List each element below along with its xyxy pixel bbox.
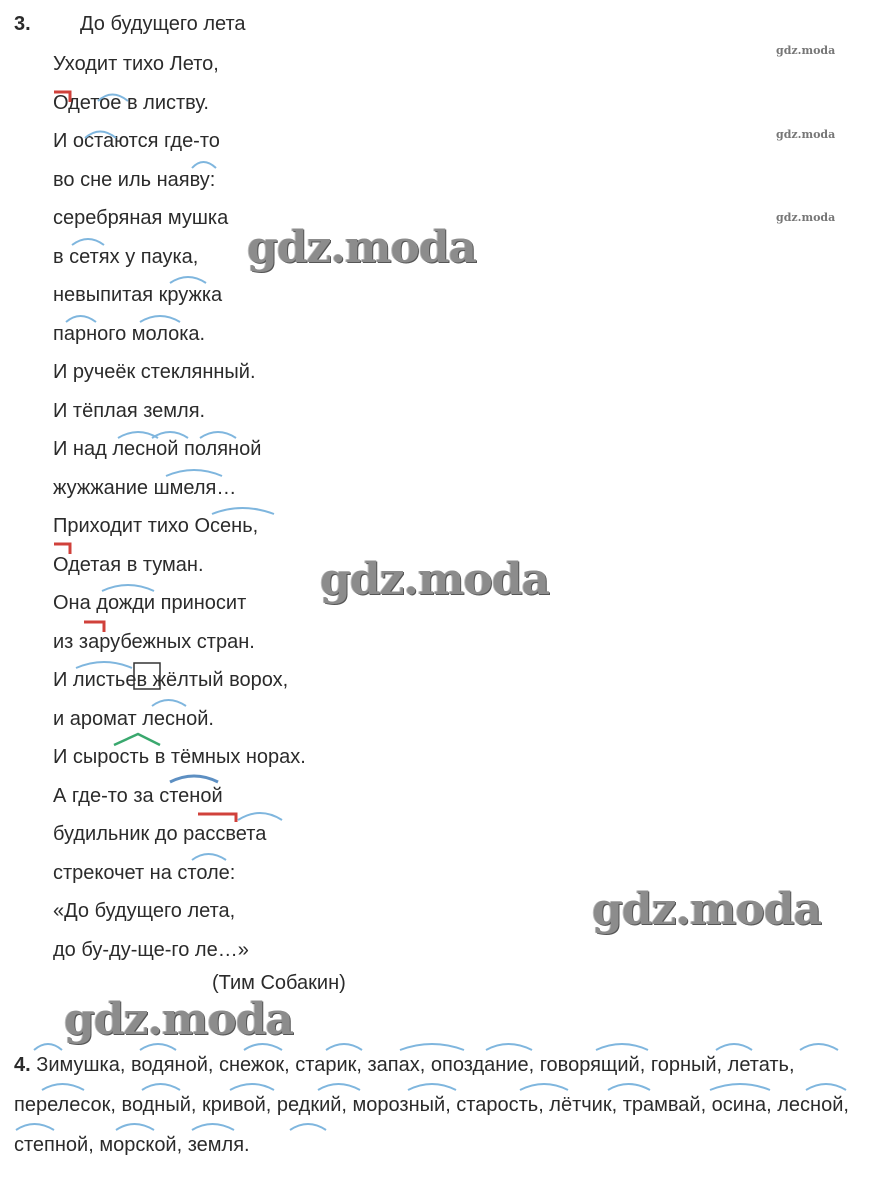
watermark: gdz.moda: [64, 994, 294, 1045]
poem-line: И тёплая земля.: [53, 399, 206, 422]
poem-line: будильник до рассвета: [53, 823, 267, 845]
poem-line: И сырость в тёмных норах.: [53, 746, 306, 768]
poem-line: стрекочет на столе:: [53, 861, 236, 884]
poem-line: парного молока.: [53, 322, 206, 345]
watermark: gdz.moda: [320, 554, 550, 605]
poem-line: жужжание шмеля…: [53, 476, 237, 499]
poem-line: И листьев жёлтый ворох,: [53, 669, 289, 691]
poem-line: Одетое в листву.: [53, 91, 209, 114]
poem-line: Одетая в туман.: [53, 553, 204, 576]
watermark: gdz.moda: [247, 222, 477, 273]
poem-line: Она дожди приносит: [53, 592, 247, 614]
exercise-4-number: 4.: [14, 1054, 31, 1076]
exercise-4-text: Зимушка, водяной, снежок, старик, запах, опоздание, говорящий, горный, летать, перелесок, водный, кривой, редкий, морозный, старость, лётчик, трамвай, осина, лесной, степной, морской, земля.: [14, 1054, 849, 1156]
poem-line: Уходит тихо Лето,: [53, 53, 219, 75]
exercise-4: [14, 1045, 884, 1165]
exercise-3-number: 3.: [14, 13, 31, 35]
watermark: gdz.moda: [592, 884, 822, 935]
watermark: gdz.moda: [776, 128, 836, 141]
watermark: gdz.moda: [776, 44, 836, 57]
poem-line: И остаются где-то: [53, 130, 220, 152]
poem-line: И ручеёк стеклянный.: [53, 361, 256, 383]
poem-line: из зарубежных стран.: [53, 630, 255, 653]
poem-line: и аромат лесной.: [53, 707, 214, 730]
poem-line: серебряная мушка: [53, 207, 229, 229]
poem-line: Приходит тихо Осень,: [53, 515, 259, 537]
poem-title: До будущего лета: [80, 13, 246, 35]
poem-lines: [53, 52, 306, 976]
poem-line: в сетях у паука,: [53, 245, 199, 268]
poem-line: А где-то за стеной: [53, 784, 223, 807]
poem-line: И над лесной поляной: [53, 438, 262, 460]
poem-line: во сне иль наяву:: [53, 168, 216, 191]
watermark: gdz.moda: [776, 211, 836, 224]
poem-line: «До будущего лета,: [53, 900, 236, 922]
poem-line: невыпитая кружка: [53, 284, 223, 306]
poem-author: (Тим Собакин): [212, 972, 346, 994]
poem-line: до бу-ду-ще-го ле…»: [53, 938, 249, 961]
